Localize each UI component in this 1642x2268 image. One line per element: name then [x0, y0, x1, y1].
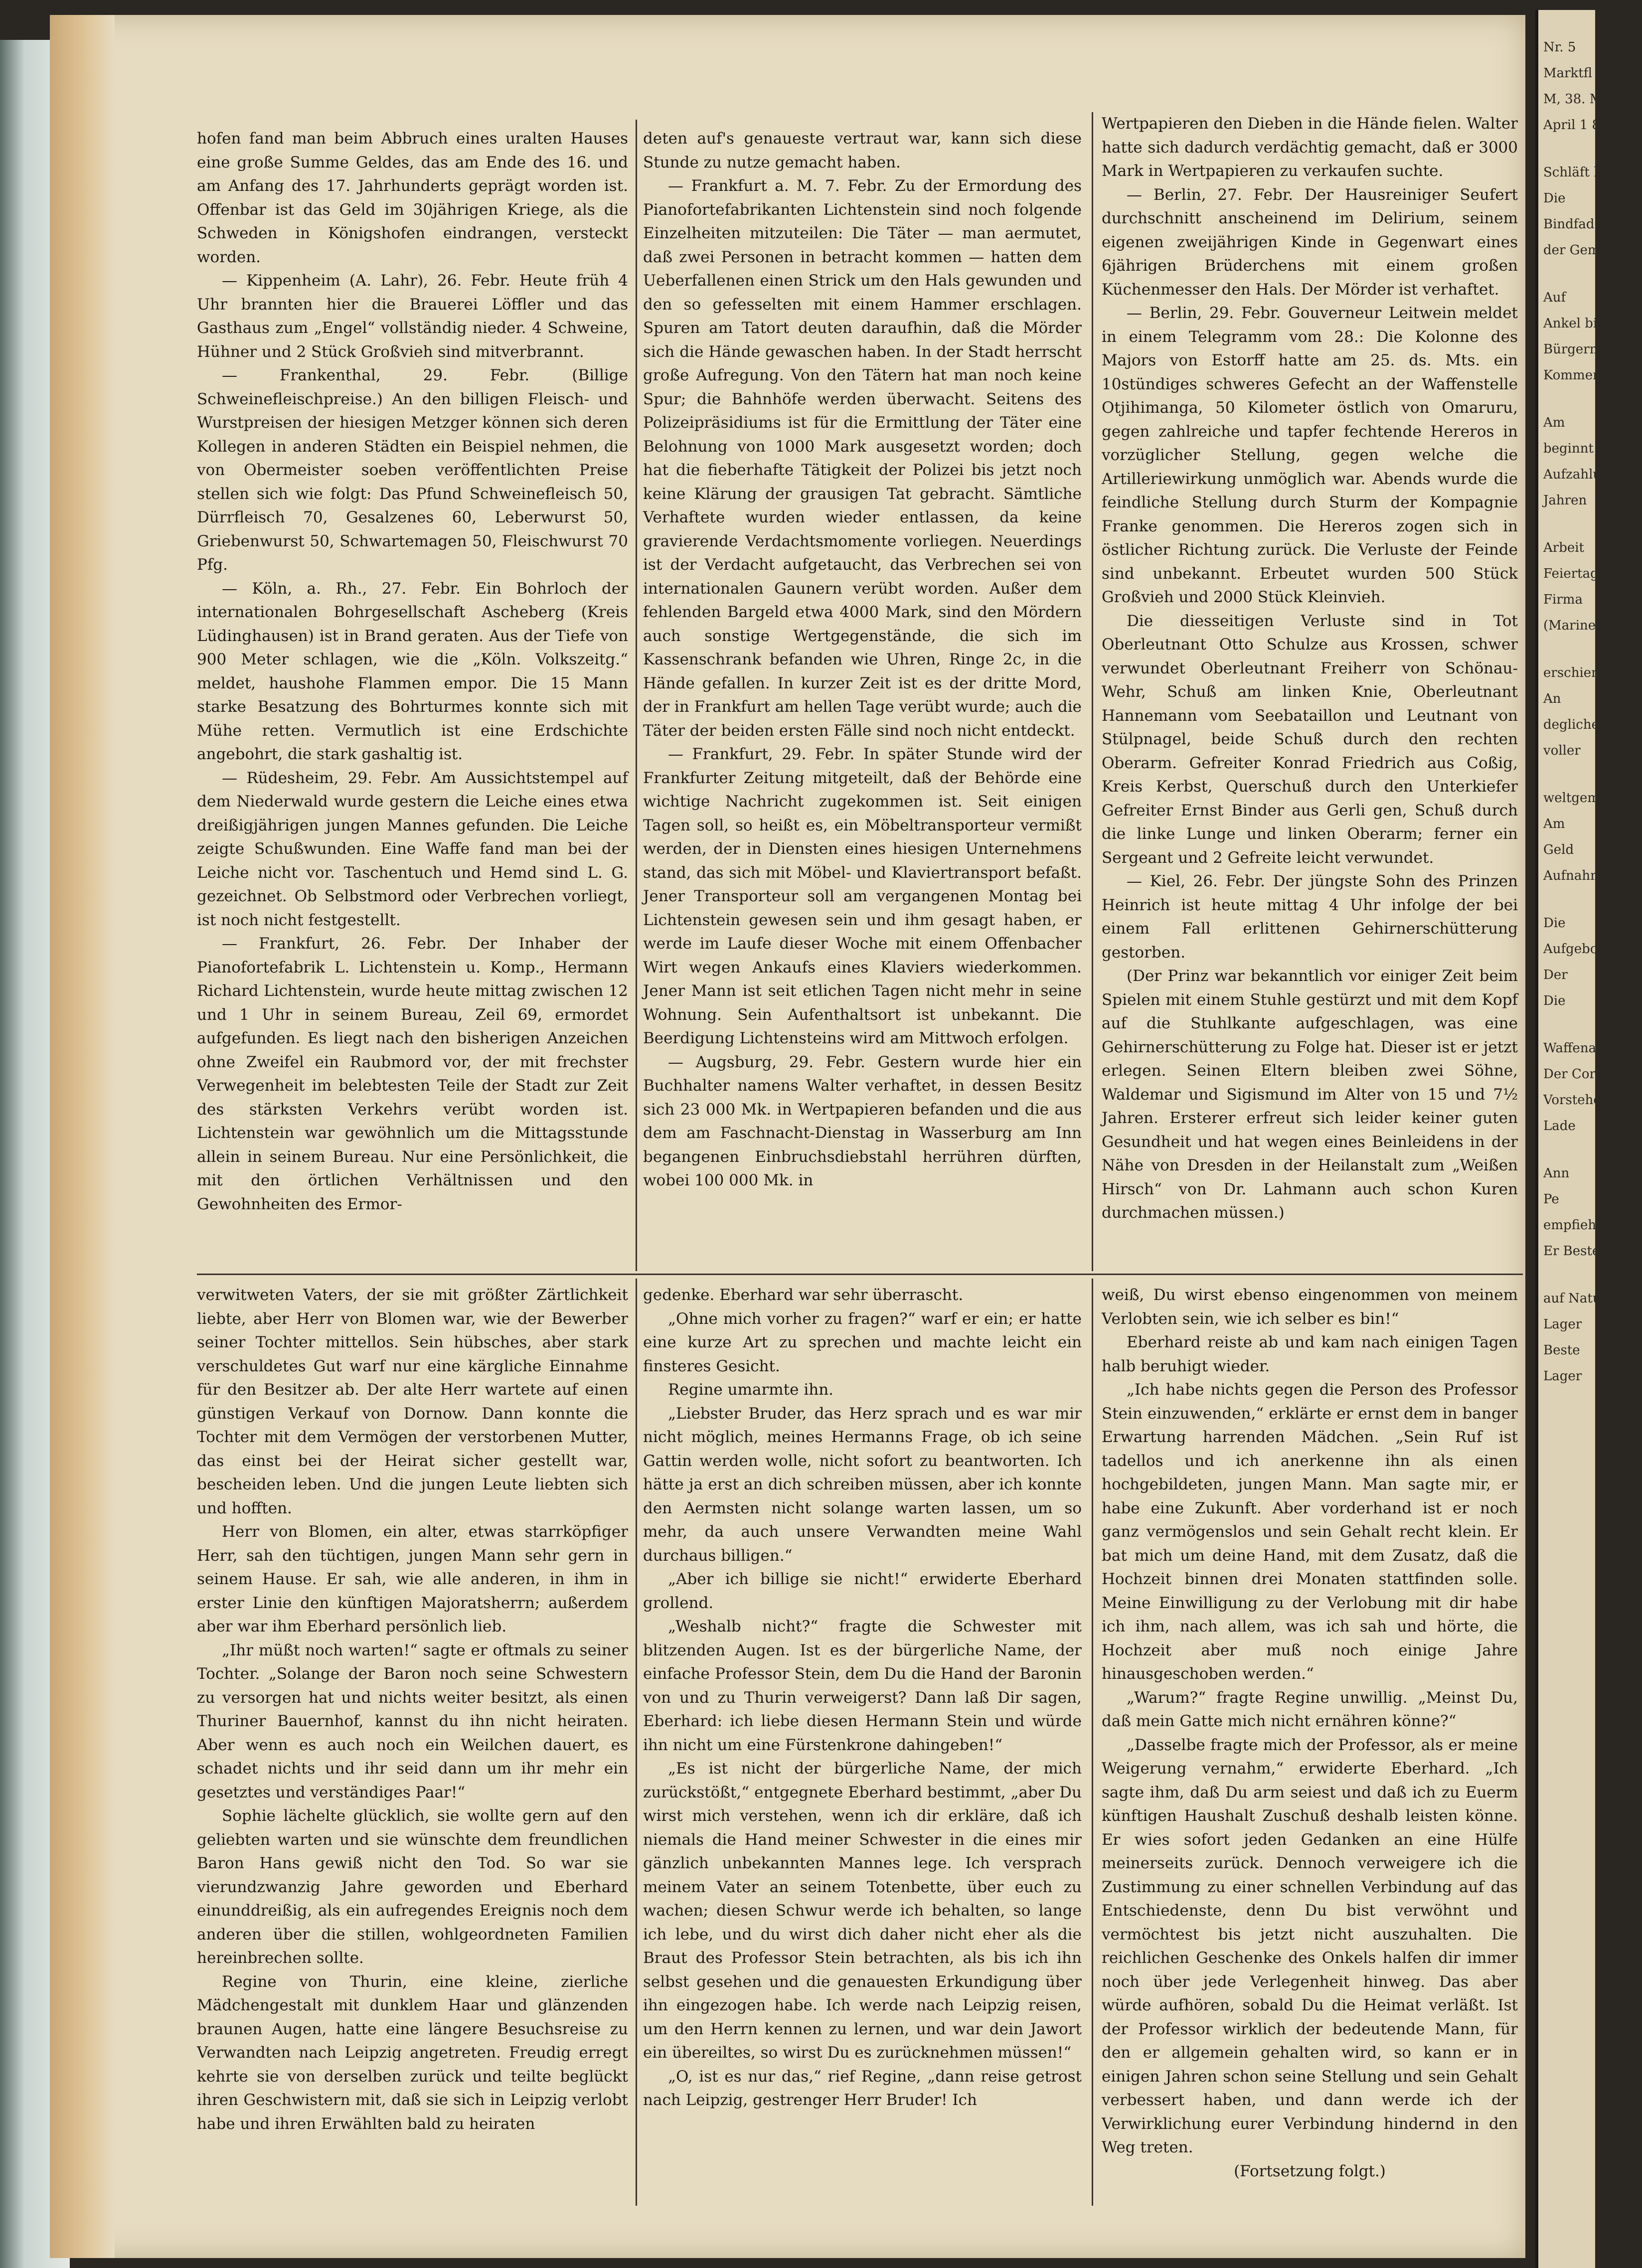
article-paragraph: „Warum?“ fragte Regine unwillig. „Meinst Du, daß mein Gatte mich nicht ernähren könne?“ — [1102, 1688, 1518, 1730]
article-paragraph: „Weshalb nicht?“ fragte die Schwester mit blitzenden Augen. Ist es der bürgerliche Name, der einfache Professor Stein, dem Du die Hand der Baronin von und zu Thurin verweigerst? Dann laß Dir sagen, Eberhard: ich liebe diesen Hermann Stein und würde ihn nicht um eine Fürstenkrone dahingeben!“ — [643, 1618, 1082, 1754]
feuilleton-divider — [197, 1274, 1523, 1275]
article-paragraph: — Frankfurt, 26. Febr. Der Inhaber der Pianofortefabrik L. Lichtenstein u. Komp., Hermann Richard Lichtenstein, wurde heute mittag zwischen 12 und 1 Uhr in seinem Bureau, Zeil 69, ermordet aufgefunden. Es liegt nach den bisherigen Anzeichen ohne Zweifel ein Raubmord vor, der mit frechster Verwegenheit im belebtesten Teile der Stadt zur Zeit des stärksten Verkehrs verübt worden ist. Lichtenstein war gewöhnlich um die Mittagsstunde allein in seinem Bureau. Nur eine Persönlichkeit, die mit den örtlichen Verhältnissen und den Gewohnheiten des Ermor- — [197, 935, 628, 1213]
fragment-text: Firma — [1543, 592, 1583, 607]
column-divider — [636, 120, 637, 1271]
fragment-text: Feiertag — [1543, 566, 1599, 581]
article-paragraph: (Fortsetzung folgt.) — [1234, 2162, 1386, 2180]
article-paragraph: „Ihr müßt noch warten!“ sagte er oftmals zu seiner Tochter. „Solange der Baron noch seine Schwestern zu versorgen hat und nichts weiter besitzt, als einen Thuriner Bauernhof, kannst du ihn nicht heiraten. Aber wenn es auch noch ein Weilchen dauert, es schadet nichts und ihr seid dann um ihr mehr ein gesetztes und verständiges Paar!“ — [197, 1641, 628, 1801]
news-column-3 — [1102, 112, 1518, 1269]
news-column-2 — [643, 127, 1082, 1269]
column-divider — [1092, 1279, 1093, 2206]
fragment-text: Kommen — [1543, 368, 1601, 383]
fragment-text: Bürgermeister — [1543, 342, 1640, 357]
fragment-text: Der — [1543, 968, 1568, 982]
fragment-text: Die — [1543, 191, 1566, 206]
article-paragraph: — Augsburg, 29. Febr. Gestern wurde hier ein Buchhalter namens Walter verhaftet, in dessen Besitz sich 23 000 Mk. in Wertpapieren befanden und die aus dem am Faschnacht-Dienstag in Wasserburg am Inn begangenen Einbruchsdiebstahl herrühren dürften, wobei 100 000 Mk. in — [643, 1053, 1082, 1189]
novel-column-3 — [1102, 1284, 1518, 2206]
article-paragraph: Herr von Blomen, ein alter, etwas starrköpfiger Herr, sah den tüchtigen, jungen Mann sehr gern in seinem Hause. Er sah, wie alle anderen, in ihm in erster Linie den künftigen Majoratsherrn; außerdem aber war ihm Eberhard persönlich lieb. — [197, 1523, 628, 1635]
fragment-text: Die — [1543, 993, 1566, 1008]
article-paragraph: (Der Prinz war bekanntlich vor einiger Zeit beim Spielen mit einem Stuhle gestürzt und mit dem Kopf auf die Stuhlkante aufgeschlagen, was eine Gehirnerschütterung zu Folge hat. Dieser ist er jetzt erlegen. Seinen Eltern bleiben zwei Söhne, Waldemar und Sigismund im Alter von 15 und 7½ Jahren. Ersterer erfreut sich leider keiner guten Gesundheit und hat wegen eines Beinleidens in der Nähe von Dresden in der Heilanstalt zum „Weißen Hirsch“ von Dr. Lahmann auch schon Kuren durchmachen müssen.) — [1102, 967, 1518, 1222]
fragment-text: auf Natur — [1543, 1291, 1608, 1306]
fragment-text: April 1 8 — [1543, 118, 1601, 133]
fragment-text: Aufgebote — [1543, 942, 1611, 957]
fragment-text: Waffenaugst — [1543, 1041, 1625, 1056]
fragment-text: Ann — [1543, 1166, 1570, 1181]
fragment-text: Aufzahlungs — [1543, 467, 1625, 482]
article-paragraph: — Kiel, 26. Febr. Der jüngste Sohn des Prinzen Heinrich ist heute mittag 4 Uhr infolge der bei einem Fall erlittenen Gehirnerschütterung gestorben. — [1102, 872, 1518, 962]
fragment-text: Am — [1543, 415, 1565, 430]
article-paragraph: — Köln, a. Rh., 27. Febr. Ein Bohrloch der internationalen Bohrgesellschaft Ascheberg (Kreis Lüdinghausen) ist in Brand geraten. Aus der Tiefe von 900 Meter schlagen, wie die „Köln. Volkszeitg.“ meldet, haushohe Flammen empor. Die 15 Mann starke Besatzung des Bohrturmes konnte sich mit Mühe retten. Vermutlich ist eine Erdschichte angebohrt, die stark gashaltig ist. — [197, 579, 628, 763]
article-paragraph: verwitweten Vaters, der sie mit größter Zärtlichkeit liebte, aber Herr von Blomen war, wie der Bewerber seiner Tochter mittellos. Sein hübsches, aber stark verschuldetes Gut warf nur eine kärgliche Einnahme für den Besitzer ab. Der alte Herr wartete auf einen günstigen Verkauf von Dornow. Dann konnte die Tochter mit dem Vermögen der verstorbenen Mutter, das einst bei der Heirat sicher gestellt war, bescheiden leben. Und die jungen Leute liebten sich und hofften. — [197, 1286, 628, 1517]
article-paragraph: gedenke. Eberhard war sehr überrascht. — [643, 1286, 964, 1304]
article-paragraph: — Berlin, 27. Febr. Der Hausreiniger Seufert durchschnitt anscheinend im Delirium, seinem eigenen zweijährigen Kinde in Gegenwart eines 6jährigen Brüderchens mit einem großen Küchenmesser den Hals. Der Mörder ist verhaftet. — [1102, 185, 1518, 299]
fragment-text: Auf — [1543, 290, 1566, 305]
article-paragraph: Die diesseitigen Verluste sind in Tot Oberleutnant Otto Schulze aus Krossen, schwer verwundet Oberleutnant Freiherr von Schönau-Wehr, Schuß am linken Knie, Oberleutnant Hannemann vom Seebataillon und Leutnant von Stülpnagel, beide Schuß durch den rechten Oberarm. Gefreiter Konrad Friedrich aus Coßig, Kreis Kerbst, Querschuß durch den Unterkiefer Gefreiter Ernst Binder aus Gerli gen, Schuß durch die linke Lunge und linken Oberarm; ferner ein Sergeant und 2 Gefreite leicht verwundet. — [1102, 612, 1518, 867]
article-paragraph: — Rüdesheim, 29. Febr. Am Aussichtstempel auf dem Niederwald wurde gestern die Leiche eines etwa dreißigjährigen jungen Mannes gefunden. Die Leiche zeigte Schußwunden. Eine Waffe fand man bei der Leiche nicht vor. Taschentuch und Hemd sind L. G. gezeichnet. Ob Selbstmord oder Verbrechen vorliegt, ist noch nicht festgestellt. — [197, 769, 628, 929]
fragment-text: Geld — [1543, 842, 1574, 857]
fragment-text: Pe — [1543, 1192, 1559, 1207]
page-stack-edge — [50, 15, 115, 2258]
fragment-text: beginnt die — [1543, 441, 1618, 456]
fragment-text: Bindfaden 8 — [1543, 217, 1623, 232]
article-paragraph: Sophie lächelte glücklich, sie wollte gern auf den geliebten warten und sie wünschte dem freundlichen Baron Hans gewiß nicht den Tod. So war sie vierundzwanzig Jahre geworden und Eberhard einunddreißig, als ein aufregendes Ereignis noch dem anderen über die stillen, wohlgeordneten Familien hereinbrechen sollte. — [197, 1807, 628, 1967]
article-paragraph: „O, ist es nur das,“ rief Regine, „dann reise getrost nach Leipzig, gestrenger Herr Bruder! Ich — [643, 2067, 1082, 2109]
fragment-text: Schläft ha — [1543, 165, 1610, 180]
column-divider — [1092, 112, 1093, 1271]
article-paragraph: „Liebster Bruder, das Herz sprach und es war mir nicht möglich, meines Hermanns Frage, ob ich seine Gattin werden wolle, nicht sofort zu beantworten. Ich hätte ja erst an dich schreiben müssen, aber ich konnte den Aermsten nicht solange warten lassen, um so mehr, da auch unsere Verwandten meine Wahl durchaus billigen.“ — [643, 1404, 1082, 1565]
fragment-text: Am — [1543, 816, 1565, 831]
fragment-text: weltgemeinsch — [1543, 791, 1642, 806]
fragment-text: empfiehlt — [1543, 1218, 1606, 1233]
article-paragraph: — Frankfurt a. M. 7. Febr. Zu der Ermordung des Pianofortefabrikanten Lichtenstein sind noch folgende Einzelheiten mitzuteilen: Die Täter — man aermutet, daß zwei Personen in betracht kommen — hatten dem Ueberfallenen einen Strick um den Hals gewunden und den so gefesselten mit einem Hammer erschlagen. Spuren am Tatort deuten daraufhin, daß die Mörder sich die Hände gewaschen haben. In der Stadt herrscht große Aufregung. Von den Tätern hat man noch keine Spur; die Bahnhöfe werden überwacht. Seitens des Polizeipräsidiums ist für die Ermittlung der Täter eine Belohnung von 1000 Mark ausgesetzt worden; doch hat die fieberhafte Tätigkeit der Polizei bis jetzt noch keine Klärung der grausigen Tat gebracht. Sämtliche Verhaftete wurden wieder entlassen, da keine gravierende Verdachtsmomente vorliegen. Neuerdings ist der Verdacht aufgetaucht, das Verbrechen sei von internationalen Gaunern verübt worden. Außer dem fehlenden Bargeld etwa 4000 Mark, sind den Mördern auch sonstige Wertgegenstände, die sich im Kassenschrank befanden wie Uhren, Ringe 2c, in die Hände gefallen. In kurzer Zeit ist es der dritte Mord, der in Frankfurt am hellen Tage verübt wurde; auch die Täter der beiden ersten Fälle sind noch nicht entdeckt. — [643, 177, 1082, 740]
fragment-text: Der Corm — [1543, 1067, 1608, 1082]
article-paragraph: weiß, Du wirst ebenso eingenommen von meinem Verlobten sein, wie ich selber es bin!“ — [1102, 1286, 1518, 1328]
article-paragraph: — Berlin, 29. Febr. Gouverneur Leitwein meldet in einem Telegramm vom 28.: Die Kolonne des Majors von Estorff hatte am 25. ds. Mts. ein 10stündiges schweres Gefecht an der Waffenstelle Otjihimanga, 50 Kilometer östlich von Omaruru, gegen zahlreiche und tapfer fechtende Hereros in vorzüglicher Stellung, gegen welche die Artilleriewirkung unmöglich war. Abends wurde die feindliche Stellung durch Sturm der Kompagnie Franke genommen. Die Hereros zogen sich in östlicher Richtung zurück. Die Verluste der Feinde sind unbekannt. Erbeutet wurden 500 Stück Großvieh und 2000 Stück Kleinvieh. — [1102, 304, 1518, 606]
fragment-text: Arbeit — [1543, 540, 1584, 555]
article-paragraph: „Ich habe nichts gegen die Person des Professor Stein einzuwenden,“ erklärte er ernst dem in banger Erwartung harrenden Mädchen. „Sein Ruf ist tadellos und ich anerkenne ihn als einen hochgebildeten, jungen Mann. Man sagte mir, er habe eine Zukunft. Aber vorderhand ist er noch ganz vermögenslos und sein Gehalt recht klein. Er bat mich um deine Hand, mit dem Zusatz, daß die Hochzeit binnen drei Monaten stattfinden solle. Meine Einwilligung zu der Verlobung mit dir habe ich ihm, nach allem, was ich sah und hörte, die Hochzeit aber muß noch einige Jahre hinausgeschoben werden.“ — [1102, 1381, 1518, 1683]
novel-column-1 — [197, 1284, 628, 2206]
article-paragraph: hofen fand man beim Abbruch eines uralten Hauses eine große Summe Geldes, das am Ende des 16. und am Anfang des 17. Jahrhunderts geprägt worden ist. Offenbar ist das Geld im 30jährigen Kriege, als die Schweden in Königshofen eindrangen, versteckt worden. — [197, 130, 628, 266]
article-paragraph: Regine von Thurin, eine kleine, zierliche Mädchengestalt mit dunklem Haar und glänzenden braunen Augen, hatte eine längere Besuchsreise zu Verwandten nach Leipzig angetreten. Freudig erregt kehrte sie von derselben zurück und teilte beglückt ihren Geschwistern mit, daß sie sich in Leipzig verlobt habe und ihren Erwählten bald zu heiraten — [197, 1972, 628, 2133]
fragment-text: Lager — [1543, 1369, 1582, 1384]
fragment-text: Lade — [1543, 1119, 1576, 1134]
fragment-text: Aufnahme — [1543, 868, 1611, 883]
fragment-text: voller — [1543, 743, 1581, 758]
column-divider — [636, 1279, 637, 2206]
fragment-text: An — [1543, 691, 1561, 706]
fragment-text: Die — [1543, 916, 1566, 931]
fragment-text: Nr. 5 — [1543, 40, 1576, 55]
fragment-text: Jahren — [1543, 493, 1587, 508]
article-paragraph: „Dasselbe fragte mich der Professor, als er meine Weigerung vernahm,“ erwiderte Eberhard. „Ich sagte ihm, daß Du arm seiest und daß ich zu Euerm künftigen Haushalt Zuschuß deshalb leisten könne. Er wies sofort jeden Gedanken an eine Hülfe meinerseits zurück. Dennoch verweigere ich die Zustimmung zu einer schnellen Verbindung auf das Entschiedenste, denn Du bist verwöhnt und vermöchtest bis jetzt nicht auszuhalten. Die reichlichen Geschenke des Onkels halfen dir immer noch über jede Verlegenheit hinweg. Das aber würde aufhören, sobald Du die Heimat verläßt. Ist der Professor wirklich der bedeutende Mann, für den er allgemein gehalten wird, so kann er in einigen Jahren schon seine Stellung und sein Gehalt verbessert haben, und dann werde ich der Verwirklichung eurer Verbindung hindernd in den Weg treten. — [1102, 1736, 1518, 2156]
fragment-text: Ankel bie — [1543, 316, 1605, 331]
article-paragraph: deten auf's genaueste vertraut war, kann sich diese Stunde zu nutze gemacht haben. — [643, 130, 1082, 171]
fragment-text: (Marine) — [1543, 618, 1601, 633]
fragment-text: M, 38. M — [1543, 92, 1603, 107]
adjacent-page-fragment — [1535, 10, 1642, 2268]
fragment-text: deglichen — [1543, 717, 1608, 732]
article-paragraph: „Es ist nicht der bürgerliche Name, der mich zurückstößt,“ entgegnete Eberhard bestimmt, „aber Du wirst mich verstehen, wenn ich dir erkläre, daß ich niemals die Hand meiner Schwester in die eines mir gänzlich unbekannten Mannes lege. Ich versprach meinem Vater an seinem Totenbette, über euch zu wachen; diesen Schwur werde ich behalten, so lange ich lebe, und du wirst dich daher nicht eher als die Braut des Professor Stein betrachten, als bis ich ihn selbst gesehen und die genauesten Erkundigung über ihn eingezogen habe. Ich werde nach Leipzig reisen, um den Herrn kennen zu lernen, und war dein Jawort ein übereiltes, so wirst Du es zurücknehmen müssen!“ — [643, 1760, 1082, 2062]
article-paragraph: „Ohne mich vorher zu fragen?“ warf er ein; er hatte eine kurze Art zu sprechen und machte leicht ein finsteres Gesicht. — [643, 1309, 1082, 1375]
news-column-1 — [197, 127, 628, 1269]
fragment-text: Er Beste — [1543, 1244, 1600, 1259]
article-paragraph: „Aber ich billige sie nicht!“ erwiderte Eberhard grollend. — [643, 1570, 1082, 1612]
article-paragraph: — Frankfurt, 29. Febr. In später Stunde wird der Frankfurter Zeitung mitgeteilt, daß der Behörde eine wichtige Nachricht zugekommen ist. Seit einigen Tagen soll, so heißt es, ein Möbeltransporteur vermißt werden, der in Diensten eines hiesigen Unternehmens stand, das sich mit Möbel- und Klaviertransport befaßt. Jener Transporteur soll am vergangenen Montag bei Lichtenstein gewesen sein und ihm gesagt haben, er werde im Laufe dieser Woche mit einem Offenbacher Wirt wegen Ankaufs eines Klaviers wiederkommen. Jener Mann ist seit etlichen Tagen nicht mehr in seine Wohnung. Sein Aufenthaltsort ist unbekannt. Die Beerdigung Lichtensteins wird am Mittwoch erfolgen. — [643, 745, 1082, 1047]
novel-column-2 — [643, 1284, 1082, 2206]
fragment-text: Marktfl — [1543, 66, 1593, 81]
fragment-text: Beste — [1543, 1343, 1580, 1358]
article-paragraph: Wertpapieren den Dieben in die Hände fielen. Walter hatte sich dadurch verdächtig gemacht, daß er 3000 Mark in Wertpapieren zu verkaufen suchte. — [1102, 115, 1518, 180]
fragment-text: der Gemeinde — [1543, 243, 1637, 258]
fragment-text: Vorstehe — [1543, 1093, 1601, 1108]
article-paragraph: — Kippenheim (A. Lahr), 26. Febr. Heute früh 4 Uhr brannten hier die Brauerei Löffler und das Gasthaus zum „Engel“ vollständig nieder. 4 Schweine, Hühner und 2 Stück Großvieh sind mitverbrannt. — [197, 272, 628, 361]
article-paragraph: — Frankenthal, 29. Febr. (Billige Schweinefleischpreise.) An den billigen Fleisch- und Wurstpreisen der hiesigen Metzger können sich deren Kollegen in anderen Städten ein Beispiel nehmen, die von Obermeister soeben veröffentlichten Preise stellen sich wie folgt: Das Pfund Schweinefleisch 50, Dürrfleisch 70, Gesalzenes 60, Leberwurst 50, Griebenwurst 50, Schwartemagen 50, Fleischwurst 70 Pfg. — [197, 366, 628, 574]
fragment-text: Lager — [1543, 1317, 1582, 1332]
article-paragraph: Eberhard reiste ab und kam nach einigen Tagen halb beruhigt wieder. — [1102, 1333, 1518, 1375]
article-paragraph: Regine umarmte ihn. — [668, 1381, 834, 1399]
fragment-text: erschienen. — [1543, 665, 1620, 680]
